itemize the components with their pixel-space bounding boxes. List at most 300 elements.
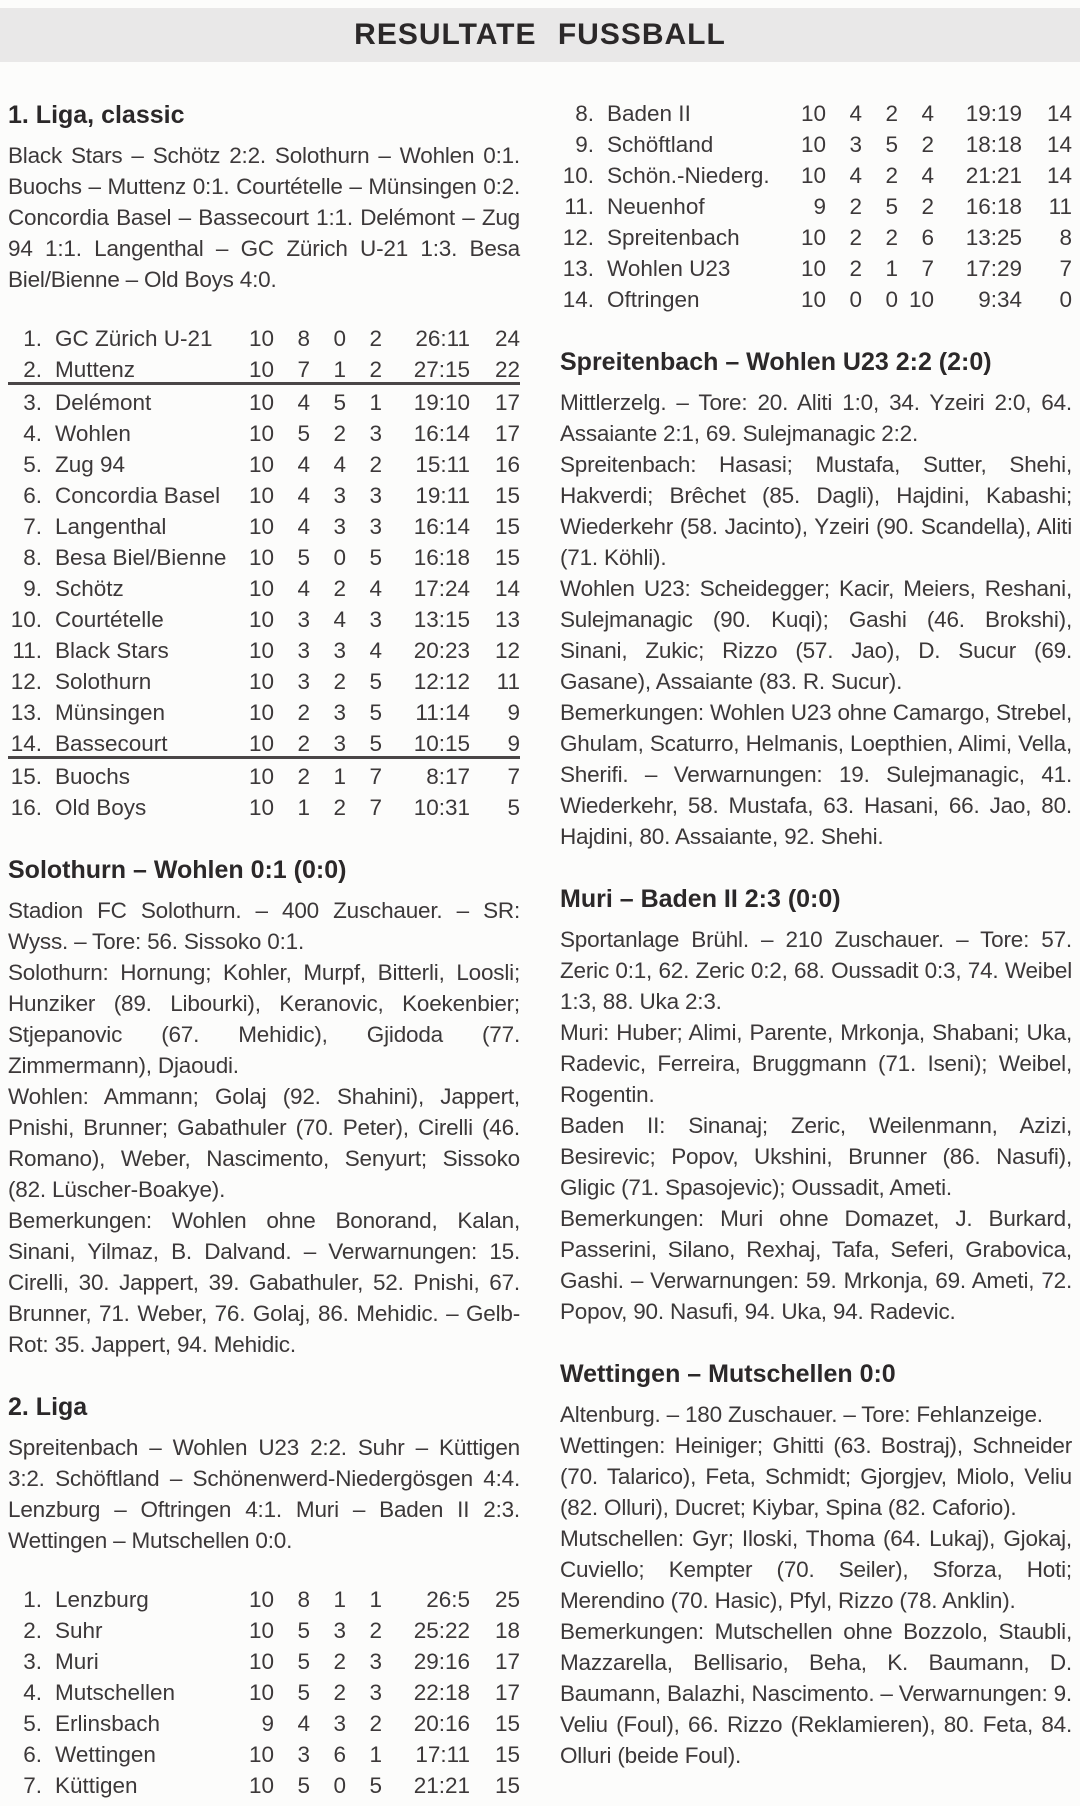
points-cell: 17 — [494, 1649, 520, 1674]
points-cell: 9 — [507, 700, 520, 725]
points-cell: 14 — [1046, 163, 1072, 188]
losses-cell: 4 — [369, 576, 382, 601]
standings-row — [8, 511, 520, 542]
losses-cell: 2 — [921, 194, 934, 219]
losses-cell: 4 — [921, 101, 934, 126]
standings-row — [8, 697, 520, 728]
games-cell: 10 — [248, 483, 274, 508]
wins-cell: 4 — [297, 483, 310, 508]
wins-cell: 2 — [297, 764, 310, 789]
rank-cell: 8. — [575, 101, 594, 126]
rank-cell: 8. — [23, 545, 42, 570]
points-cell: 9 — [507, 731, 520, 756]
liga2-standings-table-part1 — [8, 1584, 520, 1801]
draws-cell: 4 — [333, 452, 346, 477]
standings-row — [8, 573, 520, 604]
points-cell: 15 — [494, 545, 520, 570]
team-cell: Küttigen — [55, 1773, 138, 1798]
match-heading-spreitenbach-wohlenu23: Spreitenbach – Wohlen U23 2:2 (2:0) — [560, 348, 992, 376]
points-cell: 24 — [494, 326, 520, 351]
goals-cell: 17:11 — [415, 1742, 470, 1767]
liga2-standings-table-part2 — [560, 98, 1072, 315]
standings-row — [560, 160, 1072, 191]
match-report-paragraph: Bemerkungen: Wohlen U23 ohne Camargo, Strebel, Ghulam, Scaturro, Helmanis, Loepthien, Alimi, Vella, Sherifi. – Verwarnungen: 19. Sulejmanagic, 41. Wiederkehr, 58. Mustafa, 63. Hasani, 66. Jao, 80. Hajdini, 80. Assaiante, 92. Shehi. — [560, 700, 1072, 849]
rank-cell: 1. — [23, 326, 42, 351]
wins-cell: 4 — [297, 514, 310, 539]
goals-cell: 17:24 — [413, 576, 470, 601]
draws-cell: 6 — [333, 1742, 346, 1767]
team-cell: Besa Biel/Bienne — [55, 545, 227, 570]
liga1-standings-table — [8, 323, 520, 823]
draws-cell: 0 — [333, 1773, 346, 1798]
draws-cell: 4 — [333, 607, 346, 632]
rank-cell: 5. — [23, 452, 42, 477]
team-cell: Courtételle — [55, 607, 164, 632]
standings-row — [8, 728, 520, 759]
rank-cell: 14. — [562, 287, 594, 312]
standings-row — [8, 323, 520, 354]
games-cell: 10 — [800, 163, 826, 188]
losses-cell: 2 — [369, 452, 382, 477]
points-cell: 18 — [494, 1618, 520, 1643]
standings-row — [560, 284, 1072, 315]
losses-cell: 2 — [921, 132, 934, 157]
team-cell: Spreitenbach — [607, 225, 740, 250]
team-cell: Buochs — [55, 764, 131, 789]
wins-cell: 5 — [297, 1649, 310, 1674]
games-cell: 10 — [248, 764, 274, 789]
wins-cell: 2 — [849, 194, 862, 219]
goals-cell: 16:18 — [413, 545, 470, 570]
section-banner — [0, 8, 1080, 62]
rank-cell: 7. — [23, 1773, 42, 1798]
goals-cell: 26:11 — [415, 326, 470, 351]
standings-row — [8, 635, 520, 666]
match-report-paragraph: Wettingen: Heiniger; Ghitti (63. Bostraj), Schneider (70. Talarico), Feta, Schmidt; Gjorgjev, Miolo, Veliu (82. Olluri), Ducret; Kiybar, Spina (82. Caforio). — [560, 1433, 1072, 1520]
draws-cell: 3 — [333, 483, 346, 508]
wins-cell: 1 — [297, 795, 310, 820]
rank-cell: 2. — [23, 357, 42, 382]
liga1-results-paragraph: Black Stars – Schötz 2:2. Solothurn – Wohlen 0:1. Buochs – Muttenz 0:1. Courtételle – Münsingen 0:2. Concordia Basel – Bassecourt 1:1. Delémont – Zug 94 1:1. Langenthal – GC Zürich U-21 1:3. Besa Biel/Bienne – Old Boys 4:0. — [8, 143, 520, 292]
goals-cell: 13:15 — [413, 607, 470, 632]
goals-cell: 22:18 — [413, 1680, 470, 1705]
goals-cell: 19:11 — [415, 483, 470, 508]
match-report-paragraph: Bemerkungen: Wohlen ohne Bonorand, Kalan, Sinani, Yilmaz, B. Dalvand. – Verwarnungen: 15. Cirelli, 30. Jappert, 39. Gabathuler, 52. Pnishi, 67. Brunner, 71. Weber, 76. Golaj, 86. Mehidic. – Gelb-Rot: 35. Jappert, 94. Mehidic. — [8, 1208, 520, 1357]
draws-cell: 3 — [333, 700, 346, 725]
rank-cell: 2. — [23, 1618, 42, 1643]
team-cell: Oftringen — [607, 287, 700, 312]
team-cell: Wohlen U23 — [607, 256, 731, 281]
wins-cell: 5 — [297, 1618, 310, 1643]
rank-cell: 11. — [564, 194, 594, 219]
games-cell: 9 — [813, 194, 826, 219]
team-cell: Muri — [55, 1649, 99, 1674]
draws-cell: 1 — [333, 1587, 346, 1612]
standings-row — [8, 792, 520, 823]
wins-cell: 2 — [849, 225, 862, 250]
goals-cell: 29:16 — [413, 1649, 470, 1674]
points-cell: 17 — [494, 421, 520, 446]
rank-cell: 15. — [10, 764, 42, 789]
draws-cell: 3 — [333, 1618, 346, 1643]
team-cell: Solothurn — [55, 669, 152, 694]
match-report-solothurn-wohlen — [8, 895, 520, 1360]
games-cell: 10 — [248, 357, 274, 382]
standings-row — [560, 191, 1072, 222]
goals-cell: 8:17 — [426, 764, 470, 789]
losses-cell: 1 — [369, 1587, 382, 1612]
points-cell: 15 — [494, 514, 520, 539]
standings-row — [8, 1646, 520, 1677]
goals-cell: 15:11 — [415, 452, 470, 477]
match-report-paragraph: Bemerkungen: Mutschellen ohne Bozzolo, Staubli, Mazzarella, Bellisario, Beha, K. Baumann, D. Baumann, Balazhi, Nascimento. – Verwarnungen: 9. Veliu (Foul), 66. Rizzo (Reklamieren), 80. Feta, 84. Olluri (beide Foul). — [560, 1619, 1072, 1768]
wins-cell: 2 — [849, 256, 862, 281]
team-cell: Muttenz — [55, 357, 136, 382]
games-cell: 10 — [248, 390, 274, 415]
games-cell: 10 — [248, 607, 274, 632]
losses-cell: 2 — [369, 1711, 382, 1736]
points-cell: 25 — [494, 1587, 520, 1612]
left-column — [8, 98, 520, 1801]
points-cell: 17 — [494, 390, 520, 415]
standings-row — [8, 354, 520, 385]
goals-cell: 19:19 — [965, 101, 1022, 126]
goals-cell: 27:15 — [413, 357, 470, 382]
match-report-paragraph: Sportanlage Brühl. – 210 Zuschauer. – Tore: 57. Zeric 0:1, 62. Zeric 0:2, 68. Oussadit 0:3, 74. Weibel 1:3, 88. Uka 2:3. — [560, 927, 1072, 1014]
goals-cell: 19:10 — [413, 390, 470, 415]
points-cell: 17 — [494, 1680, 520, 1705]
team-cell: Bassecourt — [55, 731, 168, 756]
standings-row — [8, 1708, 520, 1739]
rank-cell: 9. — [23, 576, 42, 601]
rank-cell: 6. — [23, 483, 42, 508]
rank-cell: 9. — [575, 132, 594, 157]
losses-cell: 3 — [369, 607, 382, 632]
points-cell: 15 — [494, 1773, 520, 1798]
losses-cell: 5 — [369, 669, 382, 694]
losses-cell: 5 — [369, 731, 382, 756]
two-column-layout — [0, 62, 1080, 1801]
games-cell: 10 — [248, 576, 274, 601]
points-cell: 15 — [494, 1711, 520, 1736]
losses-cell: 2 — [369, 326, 382, 351]
wins-cell: 8 — [297, 326, 310, 351]
draws-cell: 2 — [333, 669, 346, 694]
rank-cell: 13. — [10, 700, 42, 725]
draws-cell: 2 — [333, 1649, 346, 1674]
games-cell: 10 — [800, 101, 826, 126]
losses-cell: 3 — [369, 1680, 382, 1705]
games-cell: 9 — [261, 1711, 274, 1736]
wins-cell: 4 — [297, 390, 310, 415]
draws-cell: 5 — [333, 390, 346, 415]
standings-row — [8, 1584, 520, 1615]
team-cell: Old Boys — [55, 795, 147, 820]
match-report-wettingen-mutschellen — [560, 1399, 1072, 1771]
standings-row — [8, 1770, 520, 1801]
draws-cell: 1 — [333, 764, 346, 789]
losses-cell: 5 — [369, 545, 382, 570]
draws-cell: 5 — [885, 132, 898, 157]
draws-cell: 0 — [333, 545, 346, 570]
draws-cell: 2 — [333, 795, 346, 820]
goals-cell: 17:29 — [965, 256, 1022, 281]
points-cell: 22 — [494, 357, 520, 382]
draws-cell: 5 — [885, 194, 898, 219]
points-cell: 16 — [494, 452, 520, 477]
team-cell: Erlinsbach — [55, 1711, 161, 1736]
games-cell: 10 — [248, 1649, 274, 1674]
losses-cell: 3 — [369, 483, 382, 508]
match-report-paragraph: Mittlerzelg. – Tore: 20. Aliti 1:0, 34. Yzeiri 2:0, 64. Assaiante 2:1, 69. Sulejmanagic 2:2. — [560, 390, 1072, 446]
standings-row — [8, 1677, 520, 1708]
goals-cell: 16:14 — [413, 421, 470, 446]
draws-cell: 2 — [885, 163, 898, 188]
team-cell: Schöftland — [607, 132, 714, 157]
team-cell: Concordia Basel — [55, 483, 221, 508]
losses-cell: 6 — [921, 225, 934, 250]
games-cell: 10 — [248, 452, 274, 477]
games-cell: 10 — [248, 638, 274, 663]
page-title: RESULTATE FUSSBALL — [354, 18, 726, 51]
goals-cell: 16:18 — [965, 194, 1022, 219]
team-cell: Wohlen — [55, 421, 131, 446]
games-cell: 10 — [248, 1680, 274, 1705]
team-cell: Mutschellen — [55, 1680, 176, 1705]
liga2-results-paragraph: Spreitenbach – Wohlen U23 2:2. Suhr – Küttigen 3:2. Schöftland – Schönenwerd-Niedergösgen 4:4. Lenzburg – Oftringen 4:1. Muri – Baden II 2:3. Wettingen – Mutschellen 0:0. — [8, 1435, 520, 1553]
team-cell: Langenthal — [55, 514, 167, 539]
goals-cell: 20:16 — [413, 1711, 470, 1736]
losses-cell: 1 — [369, 390, 382, 415]
match-report-paragraph: Wohlen U23: Scheidegger; Kacir, Meiers, Reshani, Sulejmanagic (90. Kuqi); Gashi (46. Brokshi), Sinani, Zukic; Rizzo (57. Jao), D. Sucur (69. Gasane), Assaiante (83. R. Sucur). — [560, 576, 1072, 694]
team-cell: Münsingen — [55, 700, 166, 725]
rank-cell: 4. — [23, 421, 42, 446]
losses-cell: 7 — [369, 795, 382, 820]
team-cell: Neuenhof — [607, 194, 705, 219]
draws-cell: 2 — [333, 421, 346, 446]
games-cell: 10 — [248, 700, 274, 725]
points-cell: 13 — [494, 607, 520, 632]
draws-cell: 0 — [333, 326, 346, 351]
standings-row — [8, 449, 520, 480]
wins-cell: 8 — [297, 1587, 310, 1612]
team-cell: Delémont — [55, 390, 152, 415]
wins-cell: 2 — [297, 731, 310, 756]
points-cell: 11 — [1048, 194, 1072, 219]
goals-cell: 10:31 — [413, 795, 470, 820]
games-cell: 10 — [800, 132, 826, 157]
points-cell: 14 — [494, 576, 520, 601]
points-cell: 15 — [494, 483, 520, 508]
standings-row — [8, 480, 520, 511]
goals-cell: 11:14 — [415, 700, 470, 725]
rank-cell: 10. — [10, 607, 42, 632]
goals-cell: 18:18 — [965, 132, 1022, 157]
team-cell: Black Stars — [55, 638, 169, 663]
standings-row — [8, 604, 520, 635]
right-column — [560, 98, 1072, 1801]
games-cell: 10 — [800, 256, 826, 281]
draws-cell: 2 — [885, 225, 898, 250]
goals-cell: 20:23 — [413, 638, 470, 663]
standings-row — [8, 418, 520, 449]
points-cell: 14 — [1046, 101, 1072, 126]
losses-cell: 3 — [369, 514, 382, 539]
match-report-muri-badenii — [560, 924, 1072, 1327]
games-cell: 10 — [248, 731, 274, 756]
goals-cell: 9:34 — [978, 287, 1022, 312]
match-report-paragraph: Bemerkungen: Muri ohne Domazet, J. Burkard, Passerini, Silano, Rexhaj, Tafa, Seferi, Grabovica, Gashi. – Verwarnungen: 59. Mrkonja, 69. Ameti, 72. Popov, 90. Nasufi, 94. Uka, 94. Radevic. — [560, 1206, 1072, 1324]
draws-cell: 3 — [333, 638, 346, 663]
wins-cell: 5 — [297, 545, 310, 570]
wins-cell: 5 — [297, 1773, 310, 1798]
games-cell: 10 — [248, 514, 274, 539]
match-report-paragraph: Wohlen: Ammann; Golaj (92. Shahini), Jappert, Pnishi, Brunner; Gabathuler (70. Peter), Cirelli (46. Romano), Weber, Nascimento, Senyurt; Sissoko (82. Lüscher-Boakye). — [8, 1084, 520, 1202]
match-heading-wettingen-mutschellen: Wettingen – Mutschellen 0:0 — [560, 1360, 896, 1388]
rank-cell: 11. — [12, 638, 42, 663]
games-cell: 10 — [248, 795, 274, 820]
rank-cell: 5. — [23, 1711, 42, 1736]
losses-cell: 5 — [369, 700, 382, 725]
losses-cell: 7 — [369, 764, 382, 789]
match-report-paragraph: Mutschellen: Gyr; Iloski, Thoma (64. Lukaj), Gjokaj, Cuviello; Kempter (70. Seiler), Sforza, Hoti; Merendino (70. Hasic), Pfyl, Rizzo (78. Anklin). — [560, 1526, 1072, 1613]
losses-cell: 10 — [908, 287, 934, 312]
goals-cell: 12:12 — [413, 669, 470, 694]
games-cell: 10 — [248, 1742, 274, 1767]
rank-cell: 13. — [562, 256, 594, 281]
wins-cell: 3 — [297, 1742, 310, 1767]
team-cell: Baden II — [607, 101, 691, 126]
wins-cell: 3 — [849, 132, 862, 157]
standings-row — [560, 253, 1072, 284]
games-cell: 10 — [248, 1773, 274, 1798]
match-report-spreitenbach-wohlenu23 — [560, 387, 1072, 852]
games-cell: 10 — [800, 287, 826, 312]
points-cell: 5 — [507, 795, 520, 820]
losses-cell: 4 — [369, 638, 382, 663]
match-report-paragraph: Muri: Huber; Alimi, Parente, Mrkonja, Shabani; Uka, Radevic, Ferreira, Bruggmann (71. Iseni); Weibel, Rogentin. — [560, 1020, 1072, 1107]
standings-row — [8, 1615, 520, 1646]
goals-cell: 21:21 — [965, 163, 1022, 188]
losses-cell: 7 — [921, 256, 934, 281]
team-cell: Schön.-Niederg. — [607, 163, 770, 188]
losses-cell: 2 — [369, 1618, 382, 1643]
wins-cell: 5 — [297, 421, 310, 446]
games-cell: 10 — [800, 225, 826, 250]
draws-cell: 0 — [885, 287, 898, 312]
points-cell: 14 — [1046, 132, 1072, 157]
losses-cell: 3 — [369, 1649, 382, 1674]
wins-cell: 5 — [297, 1680, 310, 1705]
match-heading-muri-badenii: Muri – Baden II 2:3 (0:0) — [560, 885, 841, 913]
standings-row — [8, 385, 520, 418]
rank-cell: 14. — [10, 731, 42, 756]
draws-cell: 3 — [333, 1711, 346, 1736]
draws-cell: 2 — [333, 1680, 346, 1705]
wins-cell: 4 — [849, 163, 862, 188]
standings-row — [8, 1739, 520, 1770]
rank-cell: 16. — [10, 795, 42, 820]
match-report-paragraph: Solothurn: Hornung; Kohler, Murpf, Bitterli, Loosli; Hunziker (89. Libourki), Keranovic, Koekenbier; Stjepanovic (67. Mehidic), Gjidoda (77. Zimmermann), Djaoudi. — [8, 960, 520, 1078]
draws-cell: 3 — [333, 514, 346, 539]
rank-cell: 12. — [10, 669, 42, 694]
points-cell: 7 — [1059, 256, 1072, 281]
match-report-paragraph: Baden II: Sinanaj; Zeric, Weilenmann, Azizi, Besirevic; Popov, Ukshini, Brunner (86. Nasufi), Gligic (71. Spasojevic); Oussadit, Ameti. — [560, 1113, 1072, 1200]
games-cell: 10 — [248, 421, 274, 446]
wins-cell: 4 — [297, 452, 310, 477]
wins-cell: 3 — [297, 607, 310, 632]
points-cell: 12 — [494, 638, 520, 663]
draws-cell: 1 — [885, 256, 898, 281]
points-cell: 7 — [507, 764, 520, 789]
points-cell: 15 — [494, 1742, 520, 1767]
standings-row — [560, 98, 1072, 129]
league-heading-1-liga-classic: 1. Liga, classic — [8, 101, 185, 129]
draws-cell: 2 — [333, 576, 346, 601]
points-cell: 0 — [1059, 287, 1072, 312]
standings-row — [560, 222, 1072, 253]
games-cell: 10 — [248, 1618, 274, 1643]
team-cell: Suhr — [55, 1618, 103, 1643]
draws-cell: 3 — [333, 731, 346, 756]
team-cell: Zug 94 — [55, 452, 126, 477]
standings-row — [560, 129, 1072, 160]
league-heading-2-liga: 2. Liga — [8, 1393, 88, 1421]
losses-cell: 4 — [921, 163, 934, 188]
wins-cell: 4 — [297, 1711, 310, 1736]
match-heading-solothurn-wohlen: Solothurn – Wohlen 0:1 (0:0) — [8, 856, 347, 884]
points-cell: 8 — [1059, 225, 1072, 250]
goals-cell: 25:22 — [413, 1618, 470, 1643]
team-cell: Wettingen — [55, 1742, 156, 1767]
draws-cell: 1 — [333, 357, 346, 382]
losses-cell: 3 — [369, 421, 382, 446]
standings-row — [8, 542, 520, 573]
wins-cell: 3 — [297, 638, 310, 663]
wins-cell: 4 — [297, 576, 310, 601]
rank-cell: 4. — [23, 1680, 42, 1705]
goals-cell: 13:25 — [965, 225, 1022, 250]
draws-cell: 2 — [885, 101, 898, 126]
match-report-paragraph: Stadion FC Solothurn. – 400 Zuschauer. – SR: Wyss. – Tore: 56. Sissoko 0:1. — [8, 898, 520, 954]
points-cell: 11 — [496, 669, 520, 694]
team-cell: Schötz — [55, 576, 124, 601]
wins-cell: 3 — [297, 669, 310, 694]
losses-cell: 1 — [369, 1742, 382, 1767]
losses-cell: 5 — [369, 1773, 382, 1798]
rank-cell: 3. — [23, 390, 42, 415]
games-cell: 10 — [248, 1587, 274, 1612]
team-cell: Lenzburg — [55, 1587, 149, 1612]
games-cell: 10 — [248, 545, 274, 570]
wins-cell: 7 — [297, 357, 310, 382]
goals-cell: 21:21 — [413, 1773, 470, 1798]
rank-cell: 7. — [23, 514, 42, 539]
match-report-paragraph: Spreitenbach: Hasasi; Mustafa, Sutter, Shehi, Hakverdi; Brêchet (85. Dagli), Hajdini, Kabashi; Wiederkehr (58. Jacinto), Yzeiri (90. Scandella), Aliti (71. Köhli). — [560, 452, 1072, 570]
rank-cell: 10. — [562, 163, 594, 188]
wins-cell: 4 — [849, 101, 862, 126]
match-report-paragraph: Altenburg. – 180 Zuschauer. – Tore: Fehlanzeige. — [560, 1402, 1043, 1427]
rank-cell: 6. — [23, 1742, 42, 1767]
games-cell: 10 — [248, 669, 274, 694]
games-cell: 10 — [248, 326, 274, 351]
losses-cell: 2 — [369, 357, 382, 382]
standings-row — [8, 759, 520, 792]
goals-cell: 16:14 — [413, 514, 470, 539]
goals-cell: 10:15 — [413, 731, 470, 756]
wins-cell: 0 — [849, 287, 862, 312]
goals-cell: 26:5 — [426, 1587, 470, 1612]
